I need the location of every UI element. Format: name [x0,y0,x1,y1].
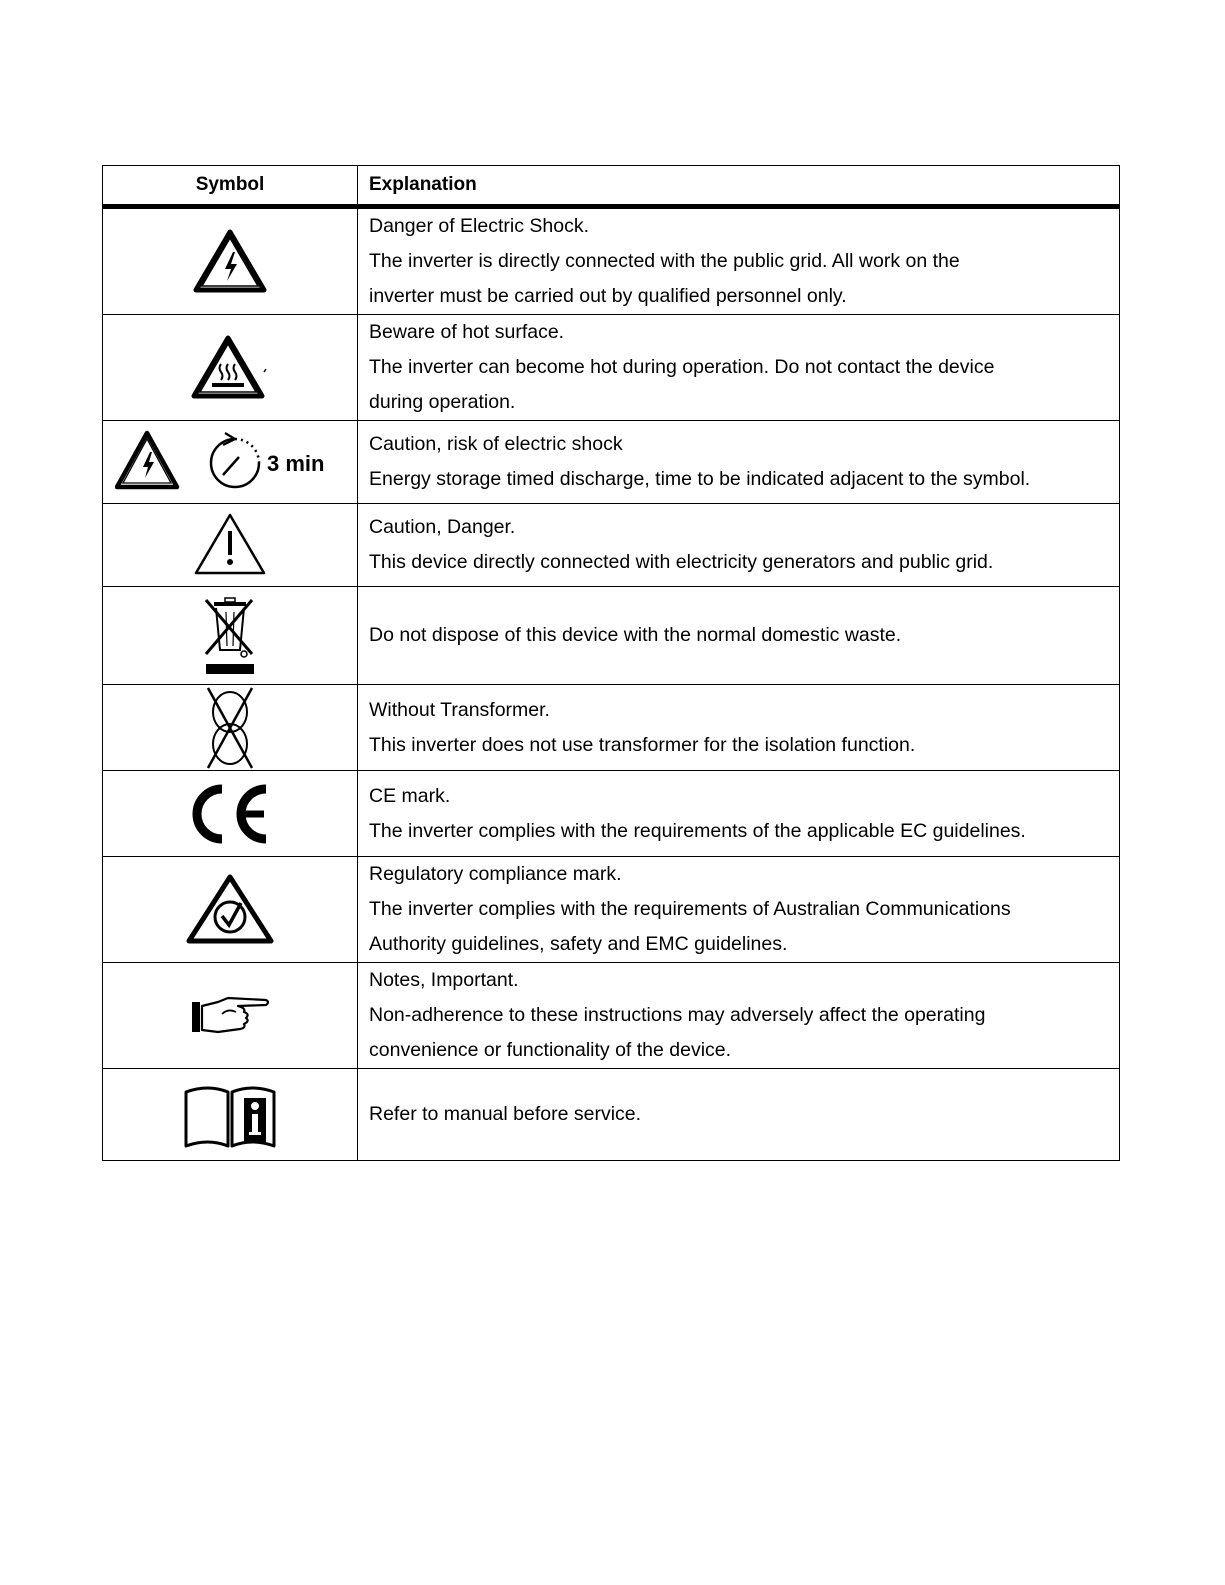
explanation-cell: Notes, Important. Non-adherence to these instructions may adversely affect the operating convenience or functionality of the device. [358,963,1120,1069]
symbol-cell [103,771,358,857]
symbol-cell [103,1069,358,1161]
symbol-cell [103,857,358,963]
table-row [103,207,1120,315]
table-row [103,771,1120,857]
symbol-cell [103,587,358,685]
hot-surface-warning-icon [188,332,272,404]
explanation-cell: Refer to manual before service. [358,1069,1120,1161]
table-row [103,421,1120,504]
timer-icon [211,433,259,487]
timed-discharge-icon [115,427,345,497]
table-row [103,504,1120,587]
pointing-hand-icon [188,994,272,1038]
general-caution-icon [190,509,270,581]
table-row [103,1069,1120,1161]
explanation-cell: Do not dispose of this device with the normal domestic waste. [358,587,1120,685]
explanation-cell: Beware of hot surface. The inverter can become hot during operation. Do not contact the device during operation. [358,315,1120,421]
crossed-out-bin-icon [200,594,260,678]
explanation-cell: Caution, risk of electric shock Energy storage timed discharge, time to be indicated adjacent to the symbol. [358,421,1120,504]
explanation-cell: CE mark. The inverter complies with the requirements of the applicable EC guidelines. [358,771,1120,857]
explanation-cell: Regulatory compliance mark. The inverter complies with the requirements of Australian Communications Authority guidelines, safety and EMC guidelines. [358,857,1120,963]
ce-mark-icon [188,783,272,845]
symbol-cell [103,207,358,315]
table-row [103,963,1120,1069]
electric-shock-warning-icon [117,433,177,487]
symbol-cell [103,963,358,1069]
symbols-table [102,165,1120,1161]
table-header-row [103,166,1120,207]
discharge-time-label: 3 min [267,451,325,476]
electric-shock-warning-icon [190,226,270,298]
explanation-cell: Without Transformer. This inverter does not use transformer for the isolation function. [358,685,1120,771]
table-row [103,685,1120,771]
table-row [103,587,1120,685]
no-transformer-icon [202,686,258,770]
rcm-mark-icon [185,873,275,947]
symbol-cell [103,421,358,504]
explanation-cell: Danger of Electric Shock. The inverter is directly connected with the public grid. All work on the inverter must be carried out by qualified personnel only. [358,207,1120,315]
explanation-cell: Caution, Danger. This device directly connected with electricity generators and public grid. [358,504,1120,587]
refer-to-manual-icon [180,1078,280,1152]
explanation-column-header: Explanation [358,166,1120,207]
table-row [103,315,1120,421]
symbol-cell [103,685,358,771]
symbol-cell [103,315,358,421]
symbol-column-header: Symbol [103,166,358,207]
table-row [103,857,1120,963]
symbol-cell [103,504,358,587]
